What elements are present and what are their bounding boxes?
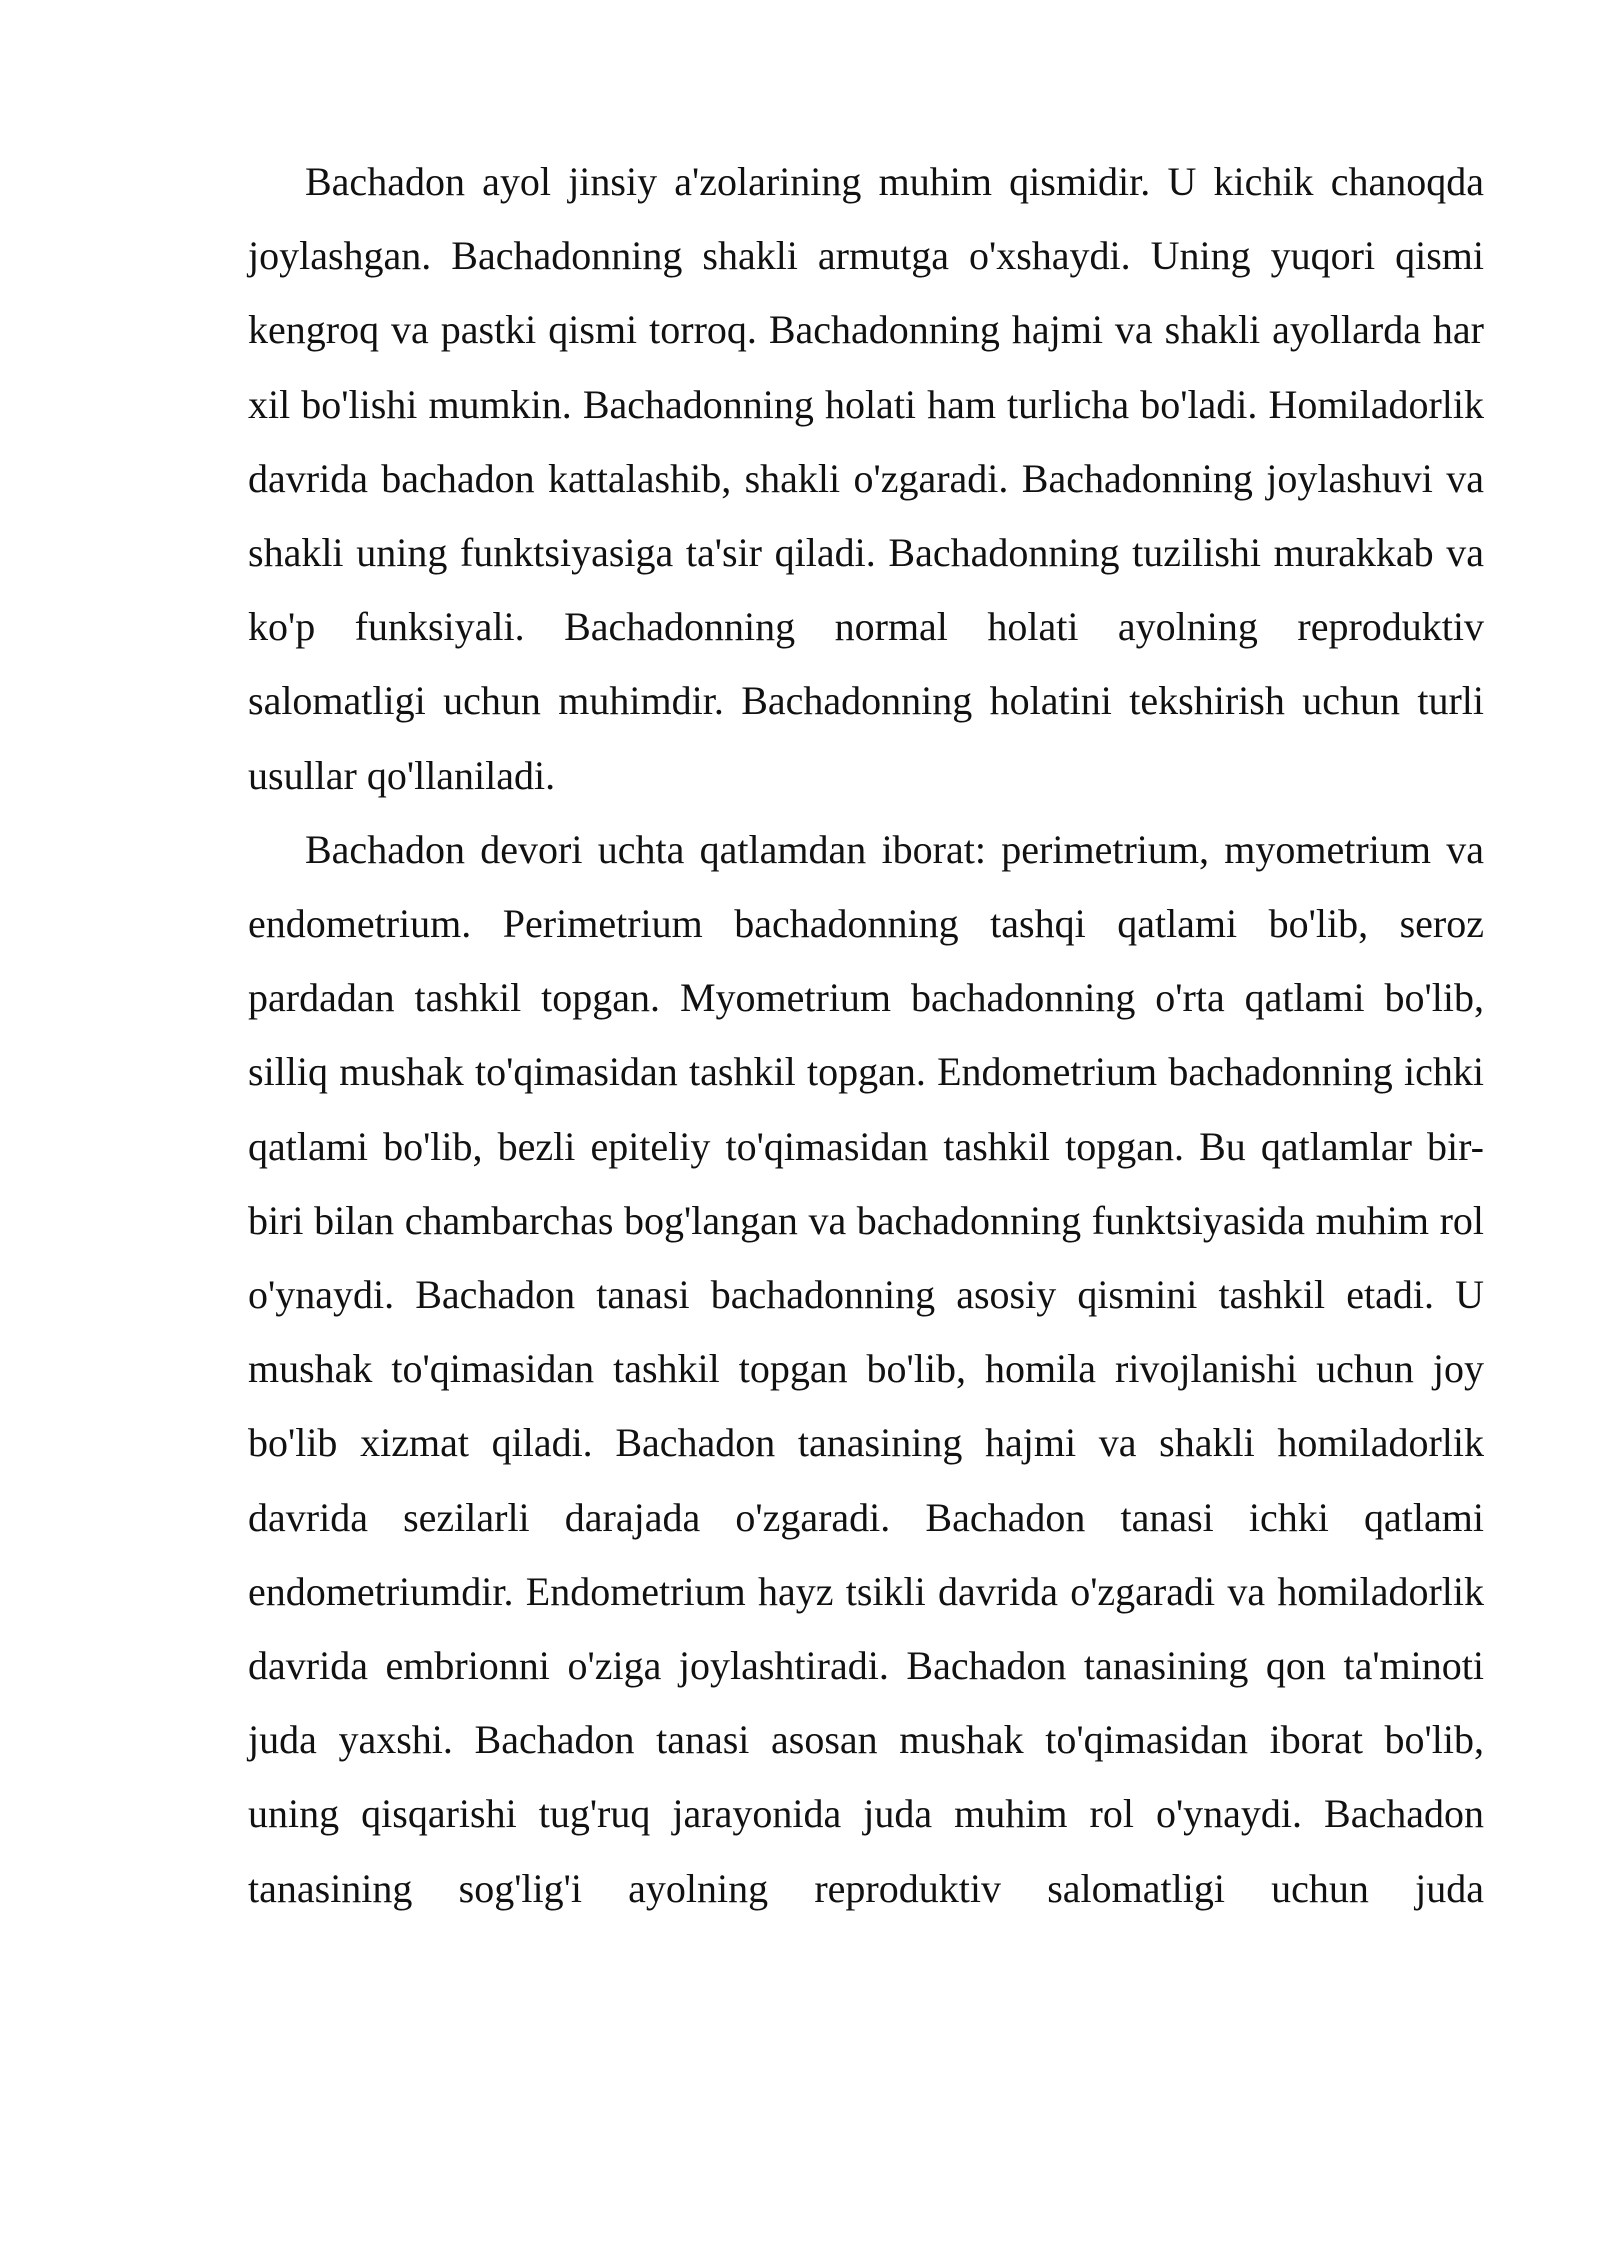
document-body [248, 145, 1484, 1926]
paragraph-2: Bachadon devori uchta qatlamdan iborat: perimetrium, myometrium va endometrium. Perimetrium bachadonning tashqi qatlami bo'lib, seroz pardadan tashkil topgan. Myometrium bachadonning o'rta qatlami bo'lib, silliq mushak to'qimasidan tashkil topgan. Endometrium bachadonning ichki qatlami bo'lib, bezli epiteliy to'qimasidan tashkil topgan. Bu qatlamlar bir-biri bilan chambarchas bog'langan va bachadonning funktsiyasida muhim rol o'ynaydi. Bachadon tanasi bachadonning asosiy qismini tashkil etadi. U mushak to'qimasidan tashkil topgan bo'lib, homila rivojlanishi uchun joy bo'lib xizmat qiladi. Bachadon tanasining hajmi va shakli homiladorlik davrida sezilarli darajada o'zgaradi. Bachadon tanasi ichki qatlami endometriumdir. Endometrium hayz tsikli davrida o'zgaradi va homiladorlik davrida embrionni o'ziga joylashtiradi. Bachadon tanasining qon ta'minoti juda yaxshi. Bachadon tanasi asosan mushak to'qimasidan iborat bo'lib, uning qisqarishi tug'ruq jarayonida juda muhim rol o'ynaydi. Bachadon tanasining sog'lig'i ayolning reproduktiv salomatligi uchun juda [248, 826, 1484, 1911]
paragraph-1: Bachadon ayol jinsiy a'zolarining muhim qismidir. U kichik chanoqda joylashgan. Bachadonning shakli armutga o'xshaydi. Uning yuqori qismi kengroq va pastki qismi torroq. Bachadonning hajmi va shakli ayollarda har xil bo'lishi mumkin. Bachadonning holati ham turlicha bo'ladi. Homiladorlik davrida bachadon kattalashib, shakli o'zgaradi. Bachadonning joylashuvi va shakli uning funktsiyasiga ta'sir qiladi. Bachadonning tuzilishi murakkab va ko'p funksiyali. Bachadonning normal holati ayolning reproduktiv salomatligi uchun muhimdir. Bachadonning holatini tekshirish uchun turli usullar qo'llaniladi. [248, 159, 1484, 798]
